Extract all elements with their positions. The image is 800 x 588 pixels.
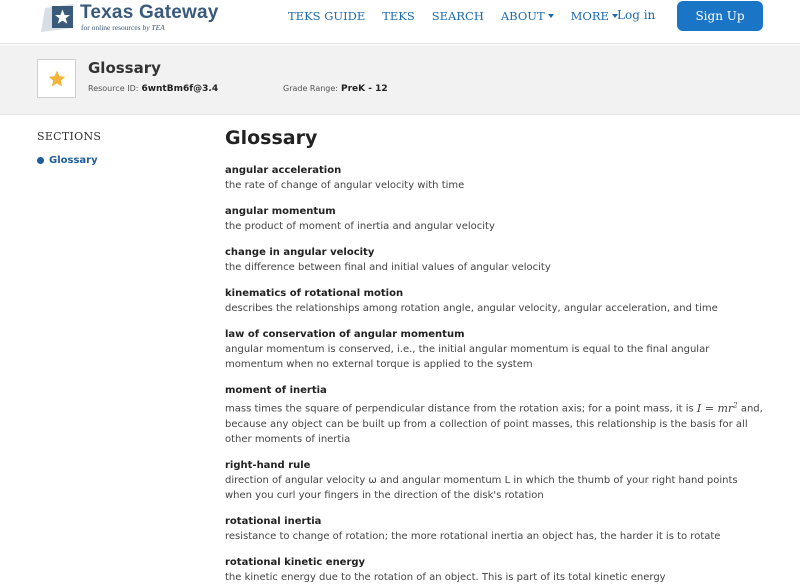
glossary-entry: [225, 459, 765, 503]
resource-icon: [37, 59, 76, 98]
term-name: law of conservation of angular momentum: [225, 329, 465, 340]
term-definition: the rate of change of angular velocity with time: [225, 180, 465, 191]
logo-subtitle-by: by TEA: [142, 23, 165, 32]
term-name: change in angular velocity: [225, 247, 375, 258]
signup-button[interactable]: Sign Up: [677, 1, 763, 31]
nav-label: MORE: [570, 9, 609, 23]
resource-id: [88, 84, 218, 94]
nav-teks-guide[interactable]: [288, 9, 365, 23]
term-definition: angular momentum is conserved, i.e., the initial angular momentum is equal to the final angular momentum when no external torque is applied to the system: [225, 344, 710, 370]
term-name: angular acceleration: [225, 165, 342, 176]
glossary-entry: [225, 328, 765, 372]
term-name: rotational kinetic energy: [225, 556, 366, 568]
resource-header: [0, 45, 800, 115]
nav-more[interactable]: [571, 9, 618, 23]
term-definition: [225, 398, 765, 447]
glossary-entry: [225, 205, 765, 234]
logo-title: Texas Gateway: [80, 2, 219, 23]
term-definition: the product of moment of inertia and angular velocity: [225, 221, 495, 232]
login-link[interactable]: Log in: [617, 8, 656, 22]
nav-label: TEKS GUIDE: [288, 9, 366, 23]
nav-label: SEARCH: [431, 9, 484, 23]
chevron-down-icon: [548, 14, 554, 18]
nav-label: TEKS: [382, 9, 415, 23]
grade-range-value: PreK - 12: [340, 84, 388, 94]
term-definition: direction of angular velocity ω and angular momentum L in which the thumb of your right hand points when you curl your fingers in the direction of the disk's rotation: [225, 474, 738, 501]
glossary-entry: [225, 384, 765, 447]
glossary-entry: [225, 515, 765, 544]
glossary-entry: [225, 164, 765, 193]
resource-title: Glossary: [88, 59, 161, 77]
term-name: rotational inertia: [225, 515, 322, 527]
star-icon: [47, 69, 67, 89]
term-definition: the kinetic energy due to the rotation of an object. This is part of its total kinetic energy: [225, 571, 666, 583]
term-definition: describes the relationships among rotation angle, angular velocity, angular acceleration, and time: [225, 303, 718, 314]
nav-label: ABOUT: [500, 9, 545, 23]
nav-teks[interactable]: [382, 9, 415, 23]
glossary-content: [225, 124, 765, 588]
nav-about[interactable]: [501, 9, 554, 23]
term-definition: the difference between final and initial values of angular velocity: [225, 262, 551, 273]
nav-search[interactable]: [432, 9, 484, 23]
formula-text: I = mr: [696, 401, 734, 415]
definition-after-formula: and, because any object can be built up from a collection of point masses, this relationship is the basis for all other moments of inertia: [225, 403, 763, 445]
inertia-formula: [697, 402, 738, 415]
formula-exponent: 2: [733, 401, 738, 409]
term-name: right-hand rule: [225, 459, 311, 471]
glossary-entry: [225, 556, 765, 585]
term-name: kinematics of rotational motion: [225, 288, 404, 299]
top-navbar: [0, 0, 800, 44]
term-definition: resistance to change of rotation; the more rotational inertia an object has, the harder it is to rotate: [225, 530, 721, 542]
main-nav: [288, 0, 635, 32]
resource-id-label: Resource ID:: [88, 84, 139, 93]
resource-id-value: 6wntBm6f@3.4: [141, 84, 219, 94]
definition-before-formula: mass times the square of perpendicular distance from the rotation axis; for a point mass, it is: [225, 403, 694, 415]
sections-heading: SECTIONS: [37, 130, 102, 143]
glossary-entry: [225, 287, 765, 316]
grade-range-label: Grade Range:: [283, 84, 338, 93]
term-name: moment of inertia: [225, 385, 327, 396]
logo-subtitle: for online resources: [81, 23, 141, 32]
page-title: Glossary: [225, 127, 318, 149]
sidebar-item-label: Glossary: [49, 155, 98, 166]
bullet-icon: [37, 157, 44, 164]
sidebar-item-glossary[interactable]: [37, 155, 98, 166]
grade-range: [283, 84, 388, 94]
glossary-entry: [225, 246, 765, 275]
star-shield-icon: [39, 2, 75, 34]
term-name: angular momentum: [225, 206, 336, 217]
